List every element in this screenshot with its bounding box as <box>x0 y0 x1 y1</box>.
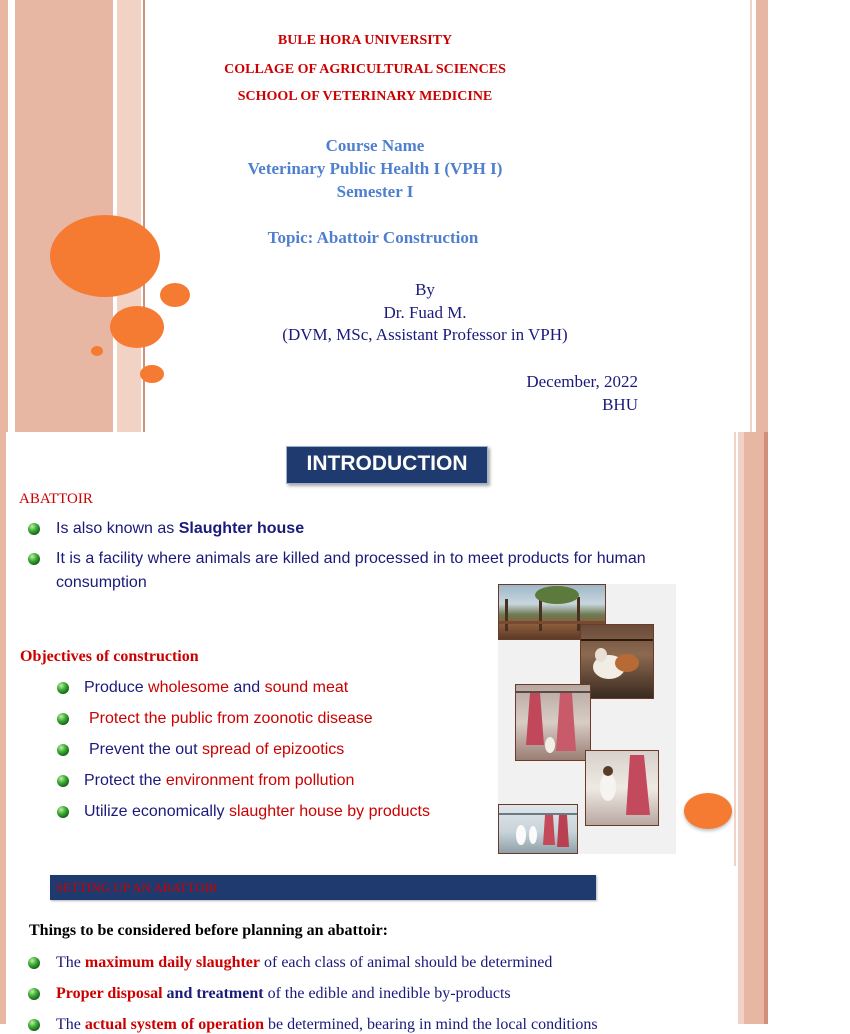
university-name: BULE HORA UNIVERSITY <box>277 33 453 48</box>
slaughter-line-photo <box>498 804 578 854</box>
bullet-text-2: It is a facility where animals are killed and processed in to meet products for human <box>56 550 646 567</box>
by-label: By <box>415 280 435 299</box>
introduction-slide <box>0 432 768 866</box>
college-name: COLLAGE OF AGRICULTURAL SCIENCES <box>224 62 506 77</box>
planning-intro: Things to be considered before planning an abattoir: <box>29 922 389 939</box>
consideration-1: The maximum daily slaughter of each class of animal should be determined <box>56 954 553 971</box>
right-stripe <box>756 0 768 432</box>
title-slide <box>0 0 768 432</box>
consideration-3: The actual system of operation be determined, bearing in mind the local conditions <box>56 1016 598 1033</box>
date: December, 2022 <box>526 372 638 391</box>
abattoir-heading: ABATTOIR <box>19 491 93 507</box>
introduction-title-box <box>286 446 488 484</box>
bullet-icon <box>57 682 69 694</box>
author-credentials: (DVM, MSc, Assistant Professor in VPH) <box>282 325 568 344</box>
setting-up-slide <box>0 866 768 1033</box>
bullet-icon <box>28 1019 40 1031</box>
right-stripe <box>744 866 764 1024</box>
carcass-hanging-photo <box>515 684 591 761</box>
left-stripe <box>0 432 6 866</box>
orange-circle-icon <box>684 793 732 829</box>
right-stripe <box>744 432 764 866</box>
slide-title: INTRODUCTION <box>306 452 468 475</box>
tiny-orange-circle-icon <box>91 346 103 356</box>
author-name: Dr. Fuad M. <box>383 303 467 322</box>
semester: Semester I <box>336 182 414 201</box>
consideration-2: Proper disposal and treatment of the edible and inedible by-products <box>56 985 511 1002</box>
school-name: SCHOOL OF VETERINARY MEDICINE <box>237 89 493 104</box>
objective-2: Protect the public from zoonotic disease <box>89 710 373 727</box>
section-title-bar <box>50 875 596 900</box>
bullet-icon <box>57 713 69 725</box>
bullet-icon <box>28 553 40 565</box>
left-stripe <box>0 866 6 1024</box>
objective-4: Protect the environment from pollution <box>84 772 355 789</box>
objective-5: Utilize economically slaughter house by products <box>84 803 430 820</box>
objective-1: Produce wholesome and sound meat <box>84 679 349 696</box>
course-name: Veterinary Public Health I (VPH I) <box>247 159 503 178</box>
objectives-heading: Objectives of construction <box>20 648 199 665</box>
bullet-text-1: Is also known as Slaughter house <box>56 520 305 537</box>
abattoir-photo-collage <box>498 584 676 854</box>
section-title: SETTING UP AN ABATTOIR <box>56 880 218 895</box>
bullet-icon <box>28 988 40 1000</box>
cattle-photo <box>580 624 654 699</box>
place: BHU <box>602 395 638 414</box>
objective-3: Prevent the out spread of epizootics <box>89 741 345 758</box>
small-orange-circle-icon <box>140 365 164 383</box>
meat-processing-photo <box>585 750 659 826</box>
course-label: Course Name <box>325 136 425 155</box>
bullet-icon <box>57 744 69 756</box>
bullet-icon <box>28 957 40 969</box>
bullet-icon <box>28 523 40 535</box>
topic: Topic: Abattoir Construction <box>267 228 479 247</box>
bullet-text-2-cont: consumption <box>56 574 147 591</box>
bullet-icon <box>57 775 69 787</box>
bullet-icon <box>57 806 69 818</box>
